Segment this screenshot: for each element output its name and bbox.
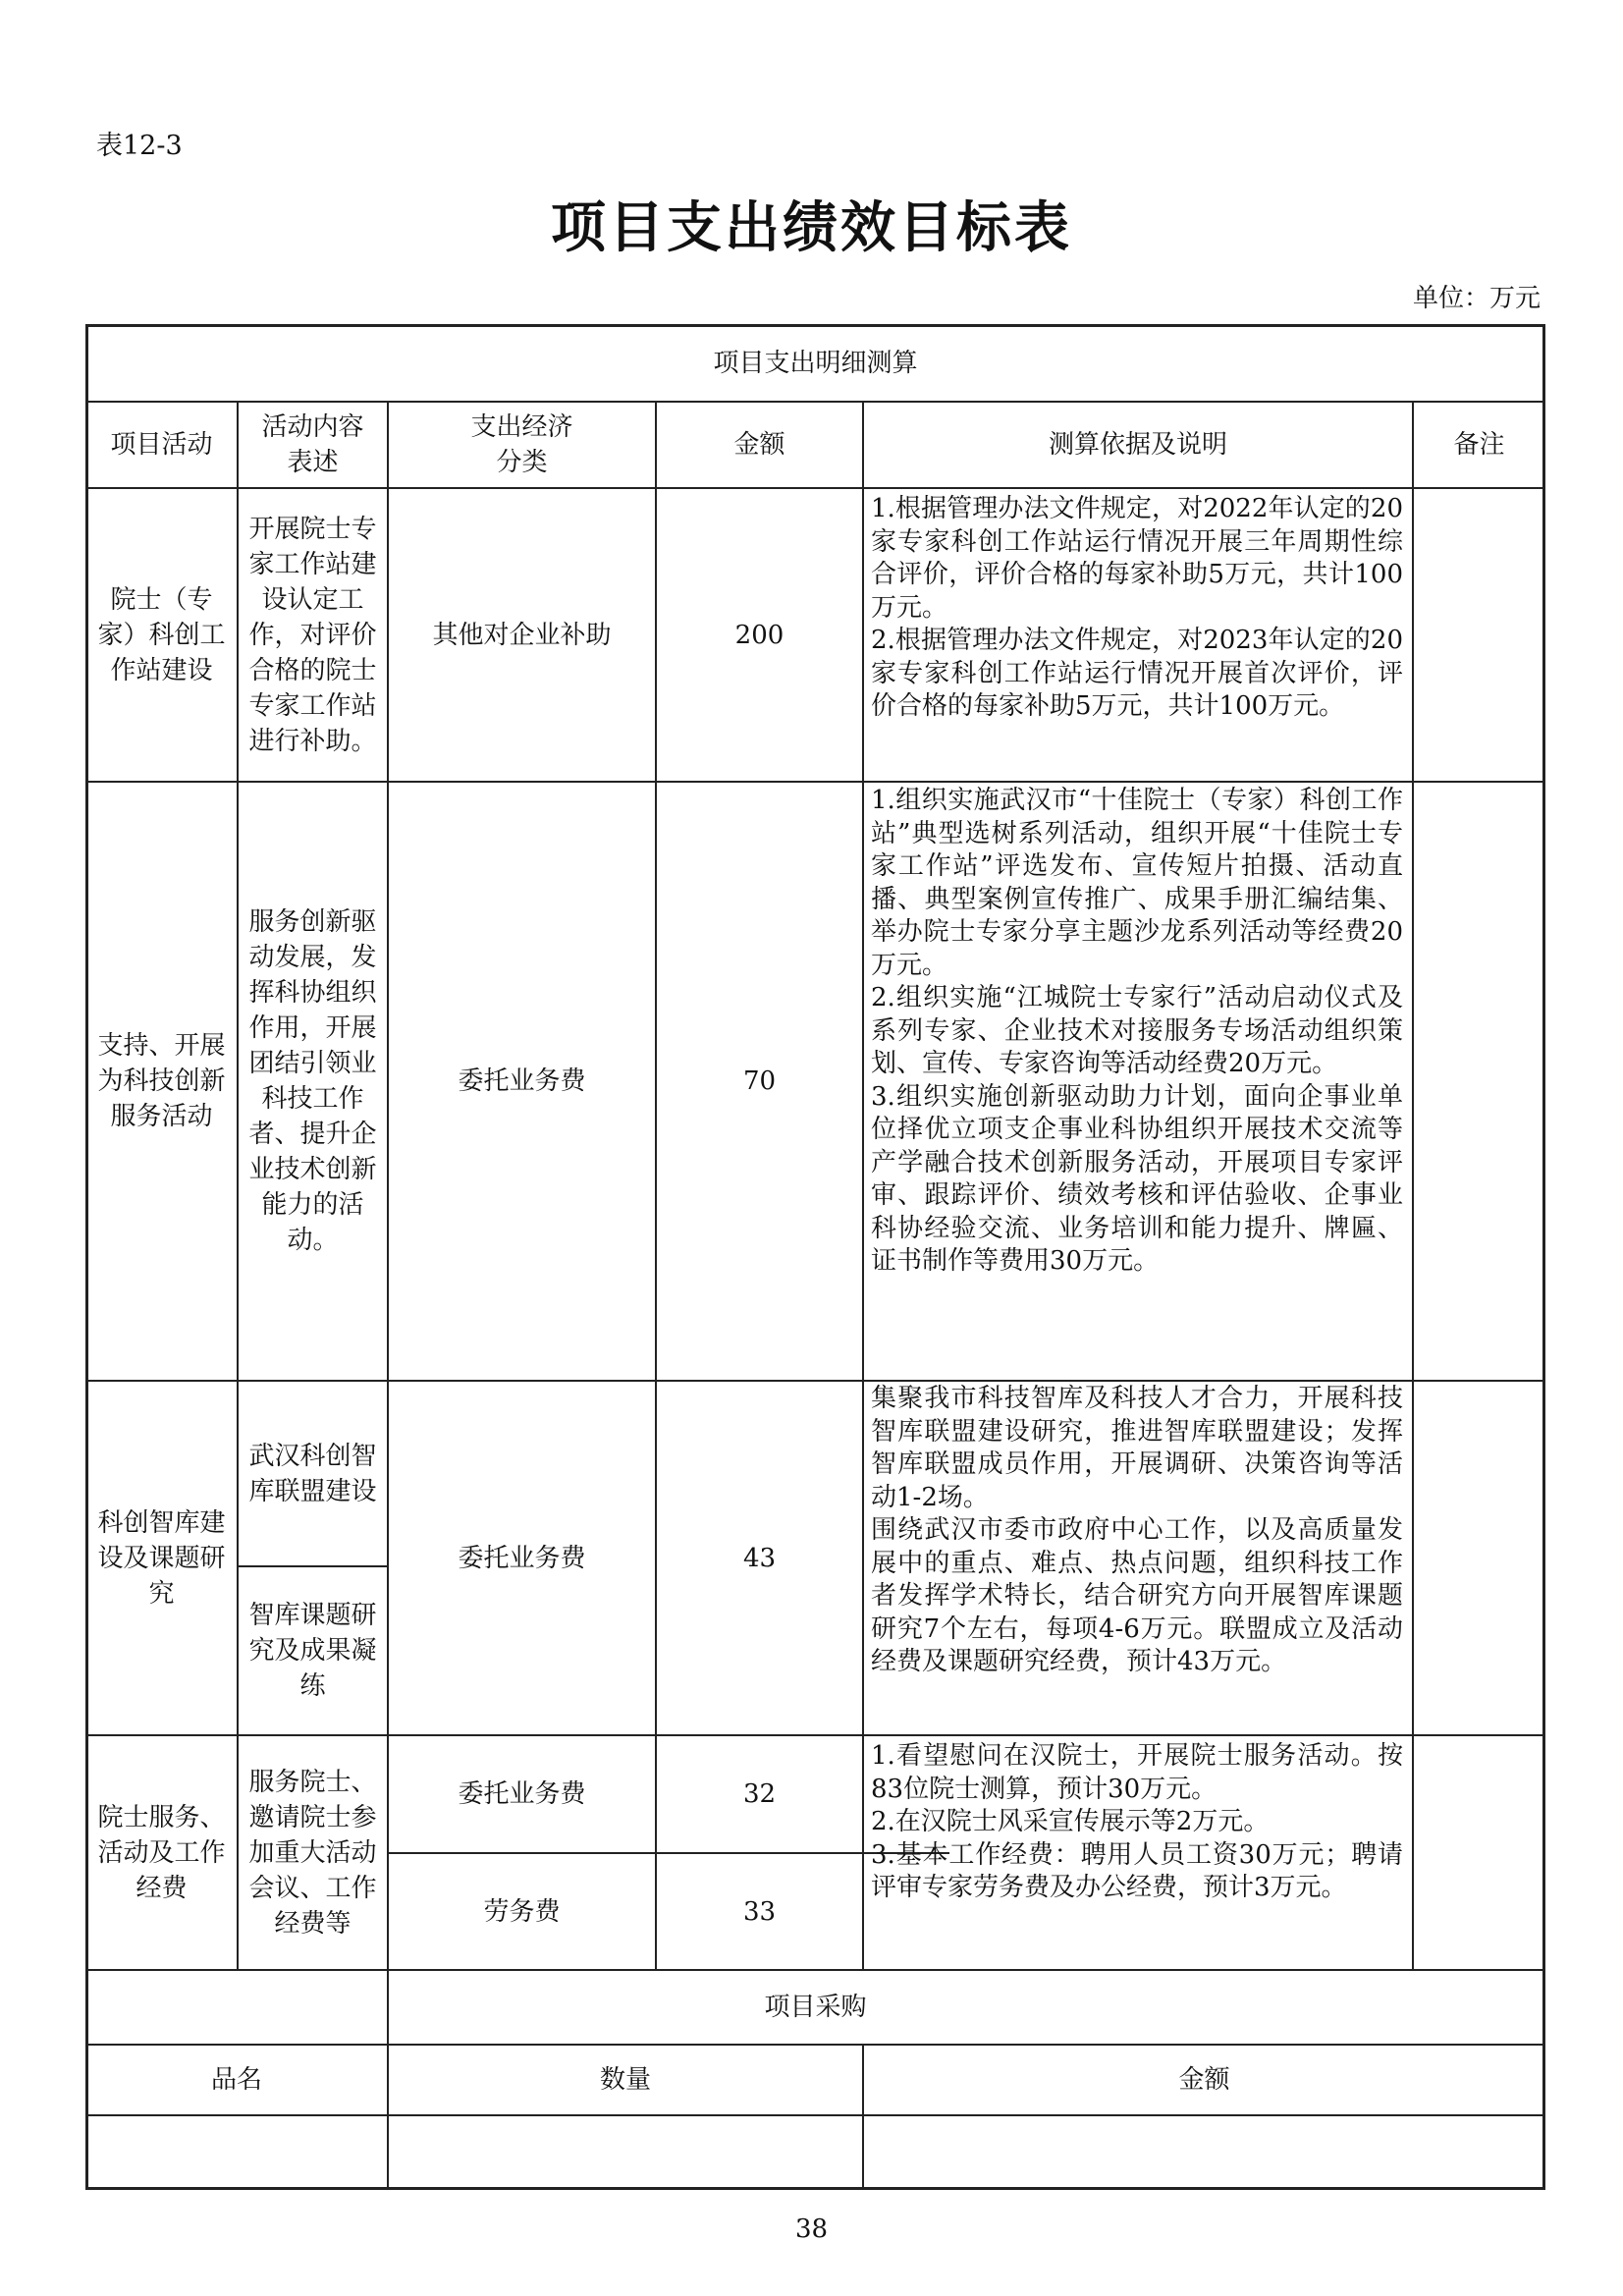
row4-amount: 33 bbox=[742, 1896, 777, 1927]
row3-activity: 科创智库建设及课题研究 bbox=[97, 1507, 226, 1609]
basis-item: 3.基本工作经费：聘用人员工资30万元；聘请评审专家劳务费及办公经费，预计3万元。 bbox=[871, 1839, 1403, 1902]
basis-item: 1.组织实施武汉市“十佳院士（专家）科创工作站”典型选树系列活动，组织开展“十佳院士专家工作站”评选发布、宣传短片拍摄、活动直播、典型案例宣传推广、成果手册汇编结集、举办院士专家分享主题沙龙系列活动等经费20万元。 bbox=[871, 786, 1403, 980]
row4-activity: 院士服务、活动及工作经费 bbox=[97, 1802, 226, 1903]
row3-remark bbox=[1413, 1381, 1545, 1735]
row4-content: 服务院士、邀请院士参加重大活动会议、工作经费等 bbox=[248, 1767, 377, 1939]
basis-item: 围绕武汉市委市政府中心工作，以及高质量发展中的重点、难点、热点问题，组织科技工作者发挥学术特长，结合研究方向开展智库课题研究7个左右，每项4-6万元。联盟成立及活动经费及课题研究经费，预计43万元。 bbox=[871, 1515, 1403, 1676]
row2-content: 服务创新驱动发展，发挥科协组织作用，开展团结引领业科技工作者、提升企业技术创新能力的活动。 bbox=[248, 907, 377, 1255]
unit-label: 单位：万元 bbox=[1412, 284, 1541, 313]
row1-amount: 200 bbox=[734, 620, 784, 650]
header-category: 支出经济 分类 bbox=[470, 412, 573, 477]
basis-item: 集聚我市科技智库及科技人才合力，开展科技智库联盟建设研究，推进智库联盟建设；发挥智库联盟成员作用，开展调研、决策咨询等活动1-2场。 bbox=[871, 1384, 1403, 1512]
row4-category: 委托业务费 bbox=[458, 1779, 586, 1809]
basis-item: 1.根据管理办法文件规定，对2022年认定的20家专家科创工作站运行情况开展三年周期性综合评价，评价合格的每家补助5万元，共计100万元。 bbox=[871, 494, 1403, 623]
page-number: 38 bbox=[794, 2214, 829, 2244]
page-title: 项目支出绩效目标表 bbox=[551, 196, 1072, 260]
row3-basis bbox=[863, 1383, 1413, 1733]
header-activity: 项目活动 bbox=[110, 430, 213, 460]
row1-activity: 院士（专家）科创工作站建设 bbox=[97, 584, 226, 685]
header-remark: 备注 bbox=[1453, 430, 1505, 460]
basis-item: 2.在汉院士风采宣传展示等2万元。 bbox=[871, 1807, 1270, 1836]
basis-item: 3.组织实施创新驱动助力计划，面向企事业单位择优立项支企事业科协组织开展技术交流等产学融合技术创新服务活动，开展项目专家评审、跟踪评价、绩效考核和评估验收、企事业科协经验交流、业务培训和能力提升、牌匾、证书制作等费用30万元。 bbox=[871, 1081, 1403, 1276]
row4-category: 劳务费 bbox=[483, 1896, 561, 1927]
row1-remark bbox=[1413, 488, 1545, 782]
procurement-cell-quantity bbox=[388, 2115, 863, 2188]
row2-amount: 70 bbox=[742, 1066, 777, 1096]
row3-amount: 43 bbox=[742, 1543, 777, 1573]
basis-item: 1.看望慰问在汉院士，开展院士服务活动。按83位院士测算，预计30万元。 bbox=[871, 1741, 1403, 1804]
row1-content: 开展院士专家工作站建设认定工作，对评价合格的院士专家工作站进行补助。 bbox=[248, 514, 377, 756]
header-content: 活动内容 表述 bbox=[261, 412, 364, 477]
row2-remark bbox=[1413, 782, 1545, 1381]
header-basis: 测算依据及说明 bbox=[1048, 430, 1227, 460]
section-title-detail: 项目支出明细测算 bbox=[713, 348, 918, 378]
procurement-header-quantity: 数量 bbox=[599, 2065, 651, 2095]
row2-activity: 支持、开展为科技创新服务活动 bbox=[97, 1031, 226, 1131]
basis-item: 2.组织实施“江城院士专家行”活动启动仪式及系列专家、企业技术对接服务专场活动组织策划、宣传、专家咨询等活动经费20万元。 bbox=[871, 983, 1403, 1078]
row1-basis bbox=[863, 493, 1413, 780]
row4-amount: 32 bbox=[742, 1779, 777, 1809]
row3-content-item: 智库课题研究及成果凝练 bbox=[248, 1601, 377, 1701]
row3-category: 委托业务费 bbox=[458, 1543, 586, 1573]
performance-target-table bbox=[85, 324, 1545, 2190]
basis-item: 2.根据管理办法文件规定，对2023年认定的20家专家科创工作站运行情况开展首次评价，评价合格的每家补助5万元，共计100万元。 bbox=[871, 626, 1403, 721]
section-title-procurement: 项目采购 bbox=[764, 1993, 867, 2022]
procurement-cell-amount bbox=[863, 2115, 1545, 2188]
procurement-cell-name bbox=[85, 2115, 388, 2188]
row4-remark bbox=[1413, 1735, 1545, 1970]
row1-category: 其他对企业补助 bbox=[432, 620, 612, 650]
header-amount: 金额 bbox=[733, 430, 785, 460]
row2-basis bbox=[863, 785, 1413, 1379]
row4-basis bbox=[863, 1740, 1413, 1968]
row3-content-item: 武汉科创智库联盟建设 bbox=[248, 1441, 377, 1506]
procurement-header-name: 品名 bbox=[210, 2065, 262, 2095]
procurement-header-amount: 金额 bbox=[1178, 2065, 1230, 2095]
table-number: 表12-3 bbox=[96, 131, 183, 161]
row2-category: 委托业务费 bbox=[458, 1066, 586, 1096]
